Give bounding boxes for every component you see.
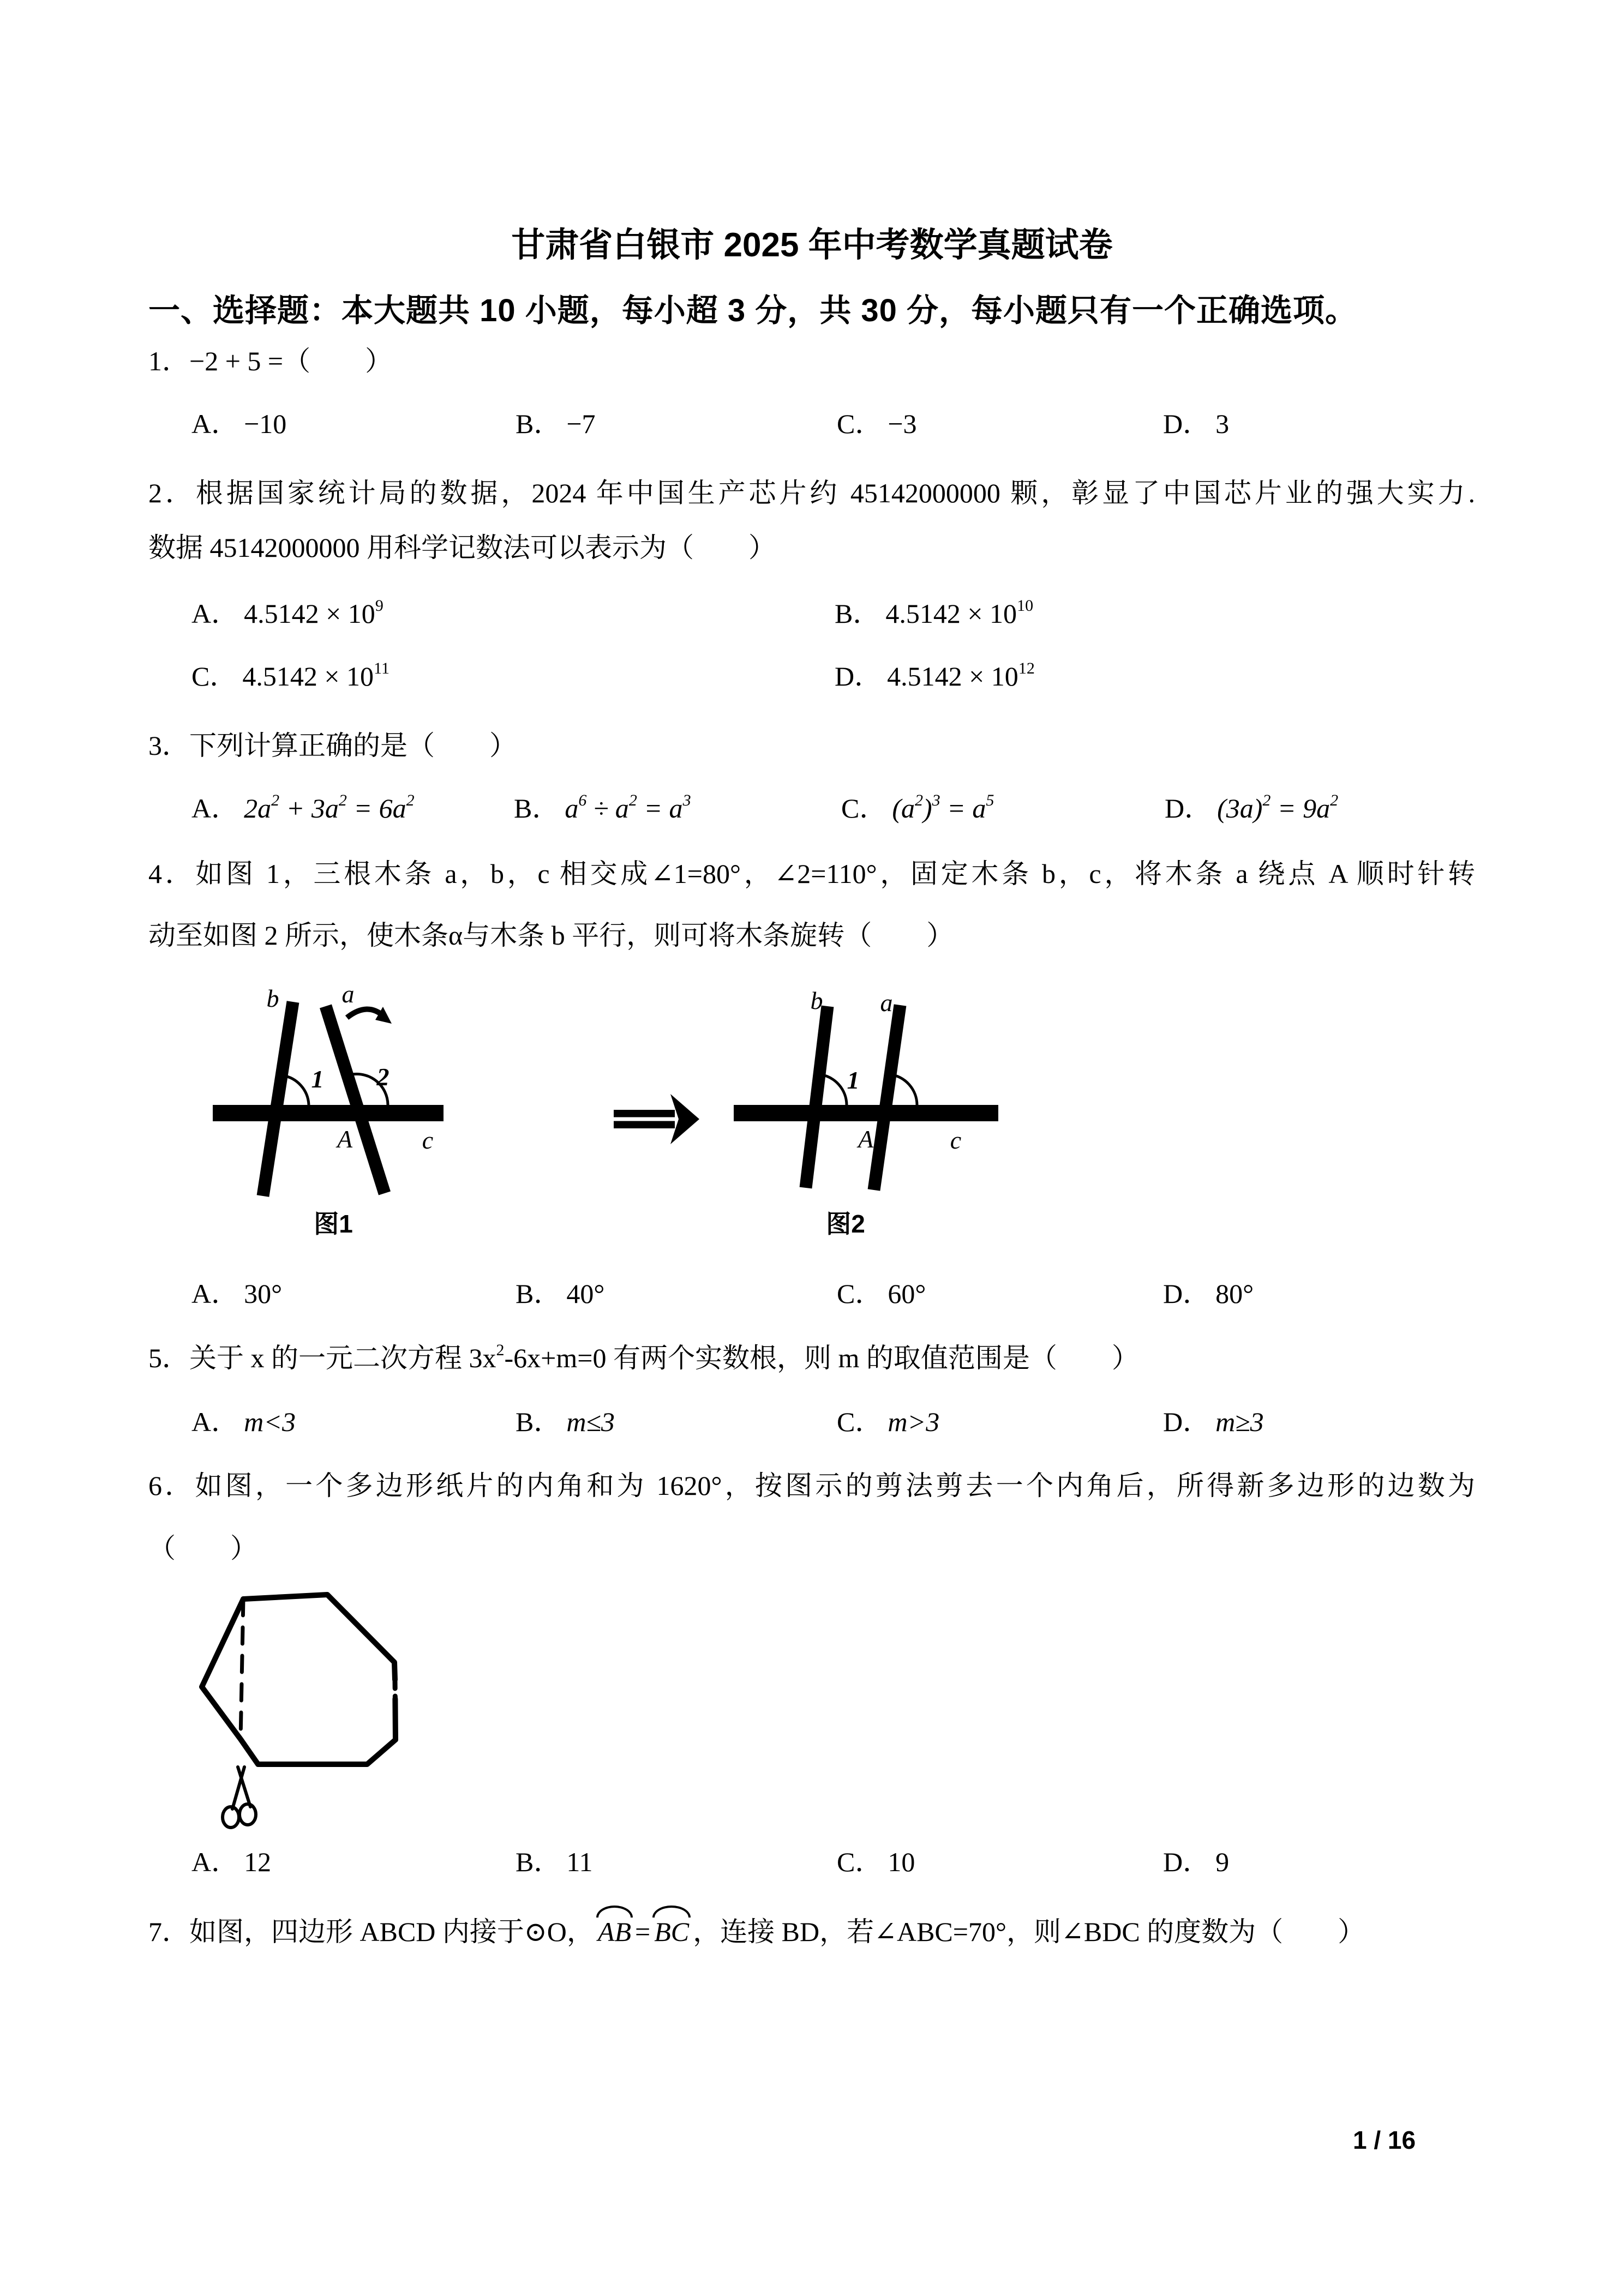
option-label: A．	[191, 408, 239, 439]
option-label: B．	[516, 408, 561, 439]
option-text: 80°	[1215, 1278, 1254, 1309]
q6-option-c	[837, 1844, 915, 1879]
option-label: C．	[837, 1847, 883, 1877]
option-text: 30°	[244, 1278, 283, 1309]
strip-b-bar	[263, 1002, 293, 1196]
arc-bc: BC	[652, 1914, 691, 1949]
option-text: $2a^2 + 3a^2 = 6a^2$	[244, 791, 415, 824]
option-text: 60°	[888, 1278, 926, 1309]
q7-stem	[148, 1914, 1365, 1949]
q3-option-c	[841, 791, 994, 826]
option-label: B．	[516, 1407, 561, 1437]
fig1-label-angle1: 1	[311, 1065, 324, 1093]
option-text: 4.5142 × 10	[244, 598, 375, 629]
strip-a-bar	[874, 1005, 900, 1190]
q2-option-c	[191, 659, 389, 694]
fig1-label-angle2: 2	[376, 1063, 389, 1091]
option-text: −10	[244, 408, 287, 439]
q6-stem-line1: 6．如图，一个多边形纸片的内角和为 1620°，按图示的剪法剪去一个内角后，所得新多边形的边数为	[148, 1470, 1475, 1501]
q4-stem-line1: 4．如图 1，三根木条 a，b，c 相交成∠1=80°，∠2=110°，固定木条 b，c，将木条 a 绕点 A 顺时针转	[148, 858, 1475, 889]
option-text: 10	[888, 1847, 915, 1877]
option-label: C．	[191, 661, 237, 692]
option-text: 4.5142 × 10	[887, 661, 1018, 692]
q5-option-d	[1163, 1404, 1264, 1439]
q4-figure1	[213, 980, 444, 1238]
option-text: 9	[1215, 1847, 1230, 1877]
q4-figure2	[734, 987, 998, 1238]
option-label: D．	[1163, 1847, 1210, 1877]
q6-option-a	[191, 1844, 271, 1879]
option-text: 40°	[566, 1278, 605, 1309]
q4-figure	[207, 971, 1036, 1265]
option-text: m>3	[888, 1407, 940, 1437]
fig1-label-A: A	[337, 1125, 353, 1153]
fig2-caption: 图2	[826, 1210, 865, 1238]
q1-option-a	[191, 406, 286, 441]
page-title: 甘肃省白银市 2025 年中考数学真题试卷	[511, 226, 1113, 264]
option-label: D．	[1165, 793, 1212, 824]
option-text: m<3	[244, 1407, 296, 1437]
option-label: B．	[516, 1847, 561, 1877]
q5-stem: 5．关于 x 的一元二次方程 $3x^2-6x+m=0$ 有两个实数根，则 m 的取值范围是（ ）	[148, 1341, 1139, 1373]
option-label: C．	[837, 1407, 883, 1437]
q4-option-b	[516, 1276, 604, 1311]
q5-option-c	[837, 1404, 939, 1439]
option-text: m≥3	[1215, 1407, 1264, 1437]
arc-ab: AB	[596, 1914, 633, 1949]
fig2-label-b: b	[810, 987, 823, 1014]
q5-option-b	[516, 1404, 615, 1439]
q6-stem-line2: （ ）	[148, 1533, 257, 1564]
q4-stem-line2: 动至如图 2 所示，使木条α与木条 b 平行，则可将木条旋转（ ）	[148, 920, 954, 951]
q4-option-d	[1163, 1276, 1254, 1311]
option-text: $(3a)^2 = 9a^2$	[1217, 791, 1339, 824]
q3-option-b	[514, 791, 691, 826]
q7-equals: =	[635, 1916, 651, 1947]
option-label: D．	[1163, 408, 1210, 439]
cut-dashed-line	[241, 1599, 243, 1739]
strip-b-bar	[806, 1006, 828, 1188]
q3-stem: 3．下列计算正确的是（ ）	[148, 730, 517, 761]
fig2-label-a: a	[880, 989, 893, 1017]
option-exponent: 12	[1018, 659, 1035, 677]
option-label: C．	[837, 1278, 883, 1309]
q1-option-d	[1163, 406, 1229, 441]
option-exponent: 9	[375, 597, 383, 615]
fig1-label-b: b	[266, 984, 279, 1012]
fig2-label-angle1: 1	[847, 1066, 860, 1094]
q2-option-b	[835, 596, 1033, 631]
fig1-label-a: a	[341, 980, 355, 1008]
q2-stem-line1: 2．根据国家统计局的数据，2024 年中国生产芯片约 45142000000 颗，彰显了中国芯片业的强大实力.	[148, 478, 1475, 508]
option-label: B．	[516, 1278, 561, 1309]
q5-option-a	[191, 1404, 296, 1439]
option-label: D．	[835, 661, 882, 692]
option-text: m≤3	[566, 1407, 615, 1437]
option-label: B．	[835, 598, 880, 629]
option-label: A．	[191, 1847, 239, 1877]
q7-stem-suffix: ，连接 BD，若∠ABC=70°，则∠BDC 的度数为（ ）	[693, 1916, 1365, 1947]
option-text: 4.5142 × 10	[885, 598, 1017, 629]
option-label: A．	[191, 598, 239, 629]
option-text: $a^6 \div a^2 = a^3$	[565, 791, 691, 824]
option-text: −7	[566, 408, 596, 439]
q1-option-b	[516, 406, 596, 441]
q2-option-a	[191, 596, 383, 631]
option-label: A．	[191, 1278, 239, 1309]
option-label: C．	[837, 408, 883, 439]
option-exponent: 10	[1017, 597, 1034, 615]
polygon-outline-bottom	[202, 1599, 395, 1764]
q1-stem: 1．−2 + 5 =（ ）	[148, 346, 393, 376]
q4-option-a	[191, 1276, 282, 1311]
q3-option-a	[191, 791, 415, 826]
option-label: C．	[841, 793, 887, 824]
option-label: A．	[191, 793, 239, 824]
q6-figure	[191, 1584, 426, 1835]
scissors-icon	[223, 1767, 256, 1828]
q2-option-d	[835, 659, 1035, 694]
option-label: A．	[191, 1407, 239, 1437]
transform-arrow-icon	[614, 1094, 699, 1144]
q6-option-b	[516, 1844, 593, 1879]
polygon-outline-top	[243, 1595, 395, 1680]
option-label: D．	[1163, 1407, 1210, 1437]
strip-a-bar	[326, 1006, 385, 1193]
q7-stem-prefix: 7．如图，四边形 ABCD 内接于⊙O，	[148, 1916, 594, 1947]
q4-option-c	[837, 1276, 926, 1311]
option-text: $(a^2)^3 = a^5$	[892, 791, 994, 824]
fig1-caption: 图1	[314, 1210, 353, 1238]
q6-option-d	[1163, 1844, 1229, 1879]
option-label: D．	[1163, 1278, 1210, 1309]
q2-stem-line2: 数据 45142000000 用科学记数法可以表示为（ ）	[148, 532, 776, 563]
q1-option-c	[837, 406, 917, 441]
section-heading: 一、选择题：本大题共 10 小题，每小超 3 分，共 30 分，每小题只有一个正确选项。	[148, 293, 1357, 328]
fig2-label-c: c	[950, 1126, 962, 1154]
option-text: 12	[244, 1847, 272, 1877]
option-text: 4.5142 × 10	[242, 661, 374, 692]
page-number: 1 / 16	[1353, 2126, 1416, 2154]
option-text: −3	[888, 408, 917, 439]
option-exponent: 11	[374, 659, 389, 677]
fig1-label-c: c	[422, 1126, 434, 1154]
q3-option-d	[1165, 791, 1338, 826]
option-label: B．	[514, 793, 560, 824]
option-text: 11	[566, 1847, 593, 1877]
fig2-label-A: A	[858, 1125, 874, 1153]
option-text: 3	[1215, 408, 1230, 439]
